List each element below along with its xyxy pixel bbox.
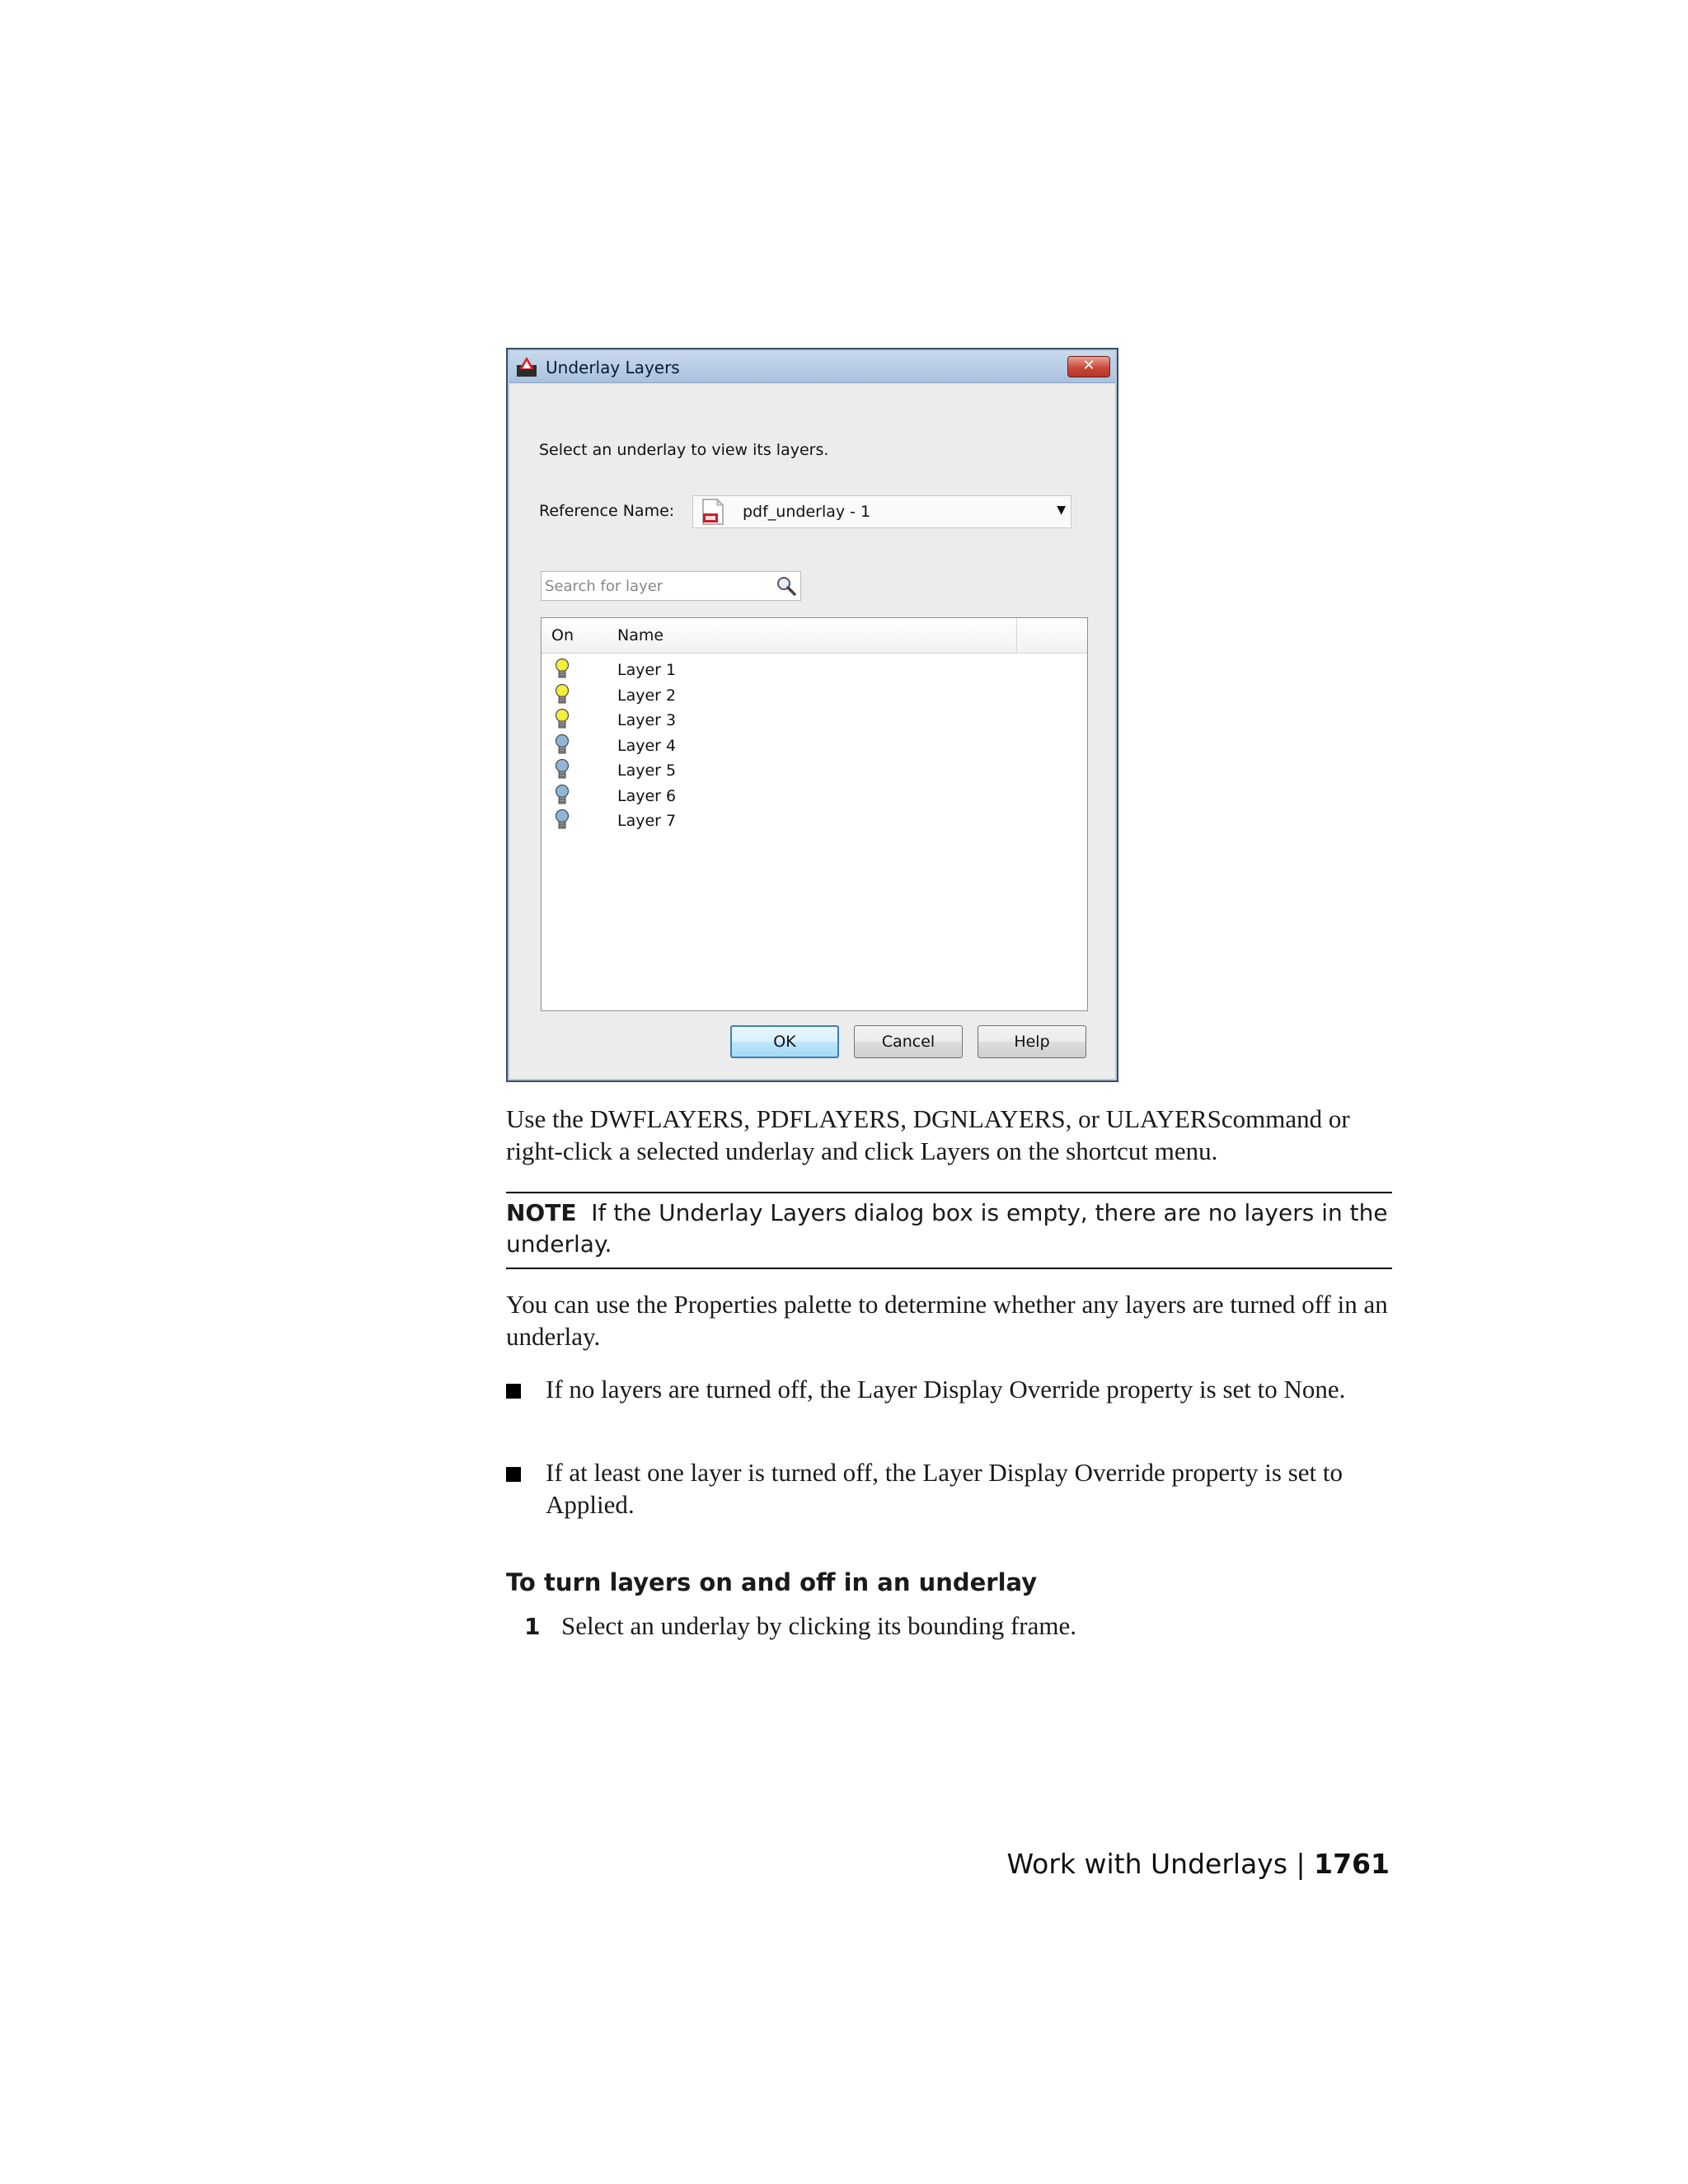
page-footer <box>1006 1848 1390 1880</box>
lightbulb-off-icon[interactable] <box>553 784 571 807</box>
layer-name: Layer 6 <box>617 786 677 805</box>
lightbulb-on-icon[interactable] <box>553 683 571 706</box>
layer-row[interactable] <box>542 708 1087 733</box>
properties-paragraph: You can use the Properties palette to determine whether any layers are turned off in an underlay. <box>506 1290 1388 1351</box>
layer-name: Layer 2 <box>617 686 677 705</box>
column-divider[interactable] <box>1016 618 1017 653</box>
layer-row[interactable] <box>542 683 1087 708</box>
bullet-square-icon <box>506 1467 521 1482</box>
close-button[interactable] <box>1067 356 1110 377</box>
page-number: 1761 <box>1314 1848 1390 1880</box>
underlay-layers-dialog <box>506 348 1118 1082</box>
note-text: If the Underlay Layers dialog box is empty, there are no layers in the underlay. <box>506 1199 1388 1258</box>
layer-name: Layer 1 <box>617 661 677 679</box>
bullet-item: If at least one layer is turned off, the Layer Display Override property is set to Applied. <box>546 1458 1343 1519</box>
instruction-text: Select an underlay to view its layers. <box>539 441 829 459</box>
chevron-down-icon[interactable]: ▼ <box>1057 504 1066 517</box>
command-paragraph: Use the DWFLAYERS, PDFLAYERS, DGNLAYERS, or ULAYERScommand or right-click a selected underlay and click Layers on the shortcut menu. <box>506 1104 1350 1165</box>
search-icon[interactable] <box>776 575 797 597</box>
reference-name-label: Reference Name: <box>539 502 675 520</box>
lightbulb-on-icon[interactable] <box>553 708 571 731</box>
layer-search-input[interactable] <box>543 574 759 598</box>
note-block <box>506 1197 1392 1260</box>
reference-name-dropdown[interactable] <box>692 495 1071 528</box>
pdf-file-icon <box>701 499 724 525</box>
layer-list-header <box>542 618 1087 654</box>
step-text: Select an underlay by clicking its bounding frame. <box>561 1611 1076 1640</box>
footer-title: Work with Underlays | <box>1006 1848 1306 1880</box>
layer-name: Layer 5 <box>617 762 677 780</box>
layer-row[interactable] <box>542 658 1087 682</box>
autocad-app-icon <box>516 356 537 377</box>
note-label: NOTE <box>506 1199 577 1226</box>
layer-row[interactable] <box>542 784 1087 808</box>
layer-name: Layer 4 <box>617 736 677 755</box>
dialog-title: Underlay Layers <box>546 358 680 377</box>
cancel-button[interactable]: Cancel <box>854 1025 963 1058</box>
lightbulb-off-icon[interactable] <box>553 808 571 832</box>
bullet-square-icon <box>506 1384 521 1399</box>
note-top-rule <box>506 1192 1392 1193</box>
layer-row[interactable] <box>542 758 1087 783</box>
layer-name: Layer 7 <box>617 812 677 830</box>
column-header-name[interactable]: Name <box>617 626 664 644</box>
step-number: 1 <box>524 1613 541 1640</box>
reference-name-value: pdf_underlay - 1 <box>743 503 871 521</box>
layer-name: Layer 3 <box>617 711 677 729</box>
bullet-item: If no layers are turned off, the Layer Display Override property is set to None. <box>546 1375 1346 1404</box>
layer-row[interactable] <box>542 733 1087 758</box>
layer-row[interactable] <box>542 808 1087 833</box>
lightbulb-off-icon[interactable] <box>553 733 571 757</box>
help-button[interactable]: Help <box>978 1025 1086 1058</box>
layer-list[interactable] <box>541 617 1088 1011</box>
note-bottom-rule <box>506 1268 1392 1269</box>
column-header-on[interactable]: On <box>551 626 574 644</box>
procedure-heading: To turn layers on and off in an underlay <box>506 1568 1038 1596</box>
lightbulb-off-icon[interactable] <box>553 758 571 781</box>
dialog-client-area <box>509 383 1115 1079</box>
close-icon: ✕ <box>1082 357 1095 374</box>
layer-search-box[interactable] <box>541 571 801 601</box>
lightbulb-on-icon[interactable] <box>553 658 571 681</box>
dialog-titlebar[interactable] <box>509 351 1115 383</box>
ok-button[interactable]: OK <box>730 1025 839 1058</box>
